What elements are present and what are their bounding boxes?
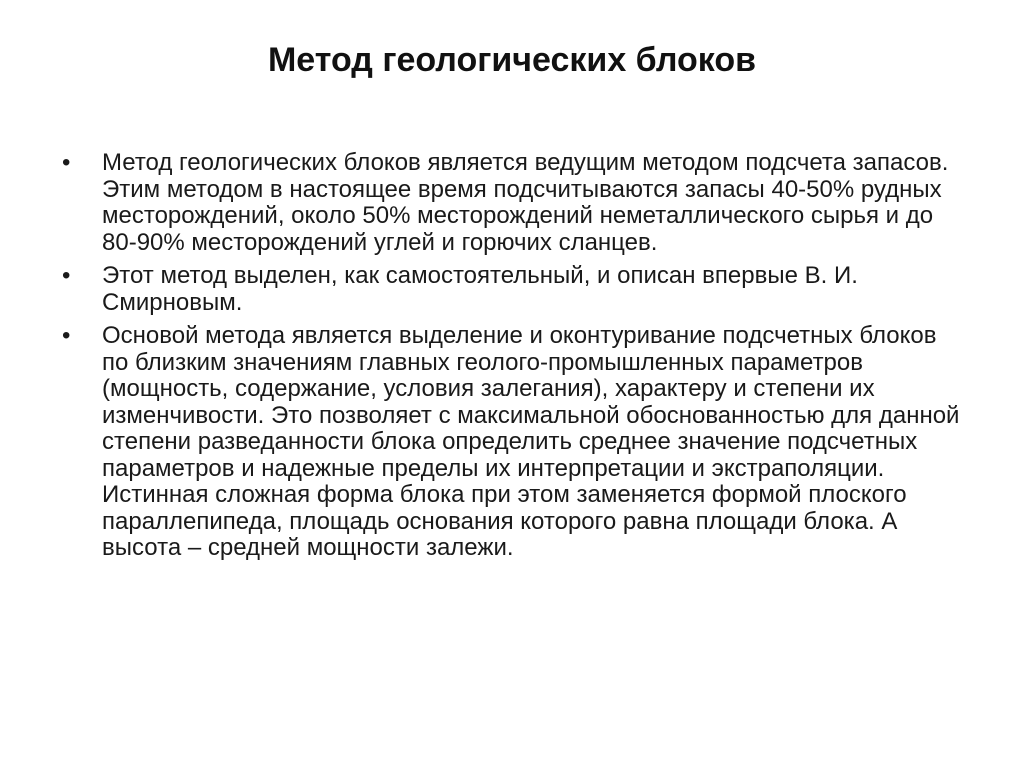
bullet-item-3 — [60, 323, 960, 562]
bullet-text-2: Этот метод выделен, как самостоятельный, и описан впервые В. И. Смирновым. — [102, 262, 858, 316]
slide-title: Метод геологических блоков — [267, 41, 756, 79]
bullet-dot-icon: • — [62, 262, 71, 289]
bullet-text-1: Метод геологических блоков является ведущим методом подсчета запасов. Этим методом в настоящее время подсчитываются запасы 40-50% рудных месторождений, около 50% месторождений неметаллического сырья и до 80-90% месторождений углей и горючих сланцев. — [102, 149, 949, 256]
bullet-dot-icon: • — [62, 322, 71, 349]
bullet-dot-icon: • — [62, 149, 71, 176]
bullet-item-2 — [60, 263, 960, 316]
bullet-item-1 — [60, 150, 960, 256]
bullet-list — [60, 150, 960, 569]
bullet-text-3: Основой метода является выделение и оконтуривание подсчетных блоков по близким значениям главных геолого-промышленных параметров (мощность, содержание, условия залегания), характеру и степени их изменчивости. Это позволяет с максимальной обоснованностью для данной степени разведанности блока определить среднее значение подсчетных параметров и надежные пределы их интерпретации и экстраполяции. Истинная сложная форма блока при этом заменяется формой плоского параллепипеда, площадь основания которого равна площади блока. А высота – средней мощности залежи. — [102, 322, 960, 561]
